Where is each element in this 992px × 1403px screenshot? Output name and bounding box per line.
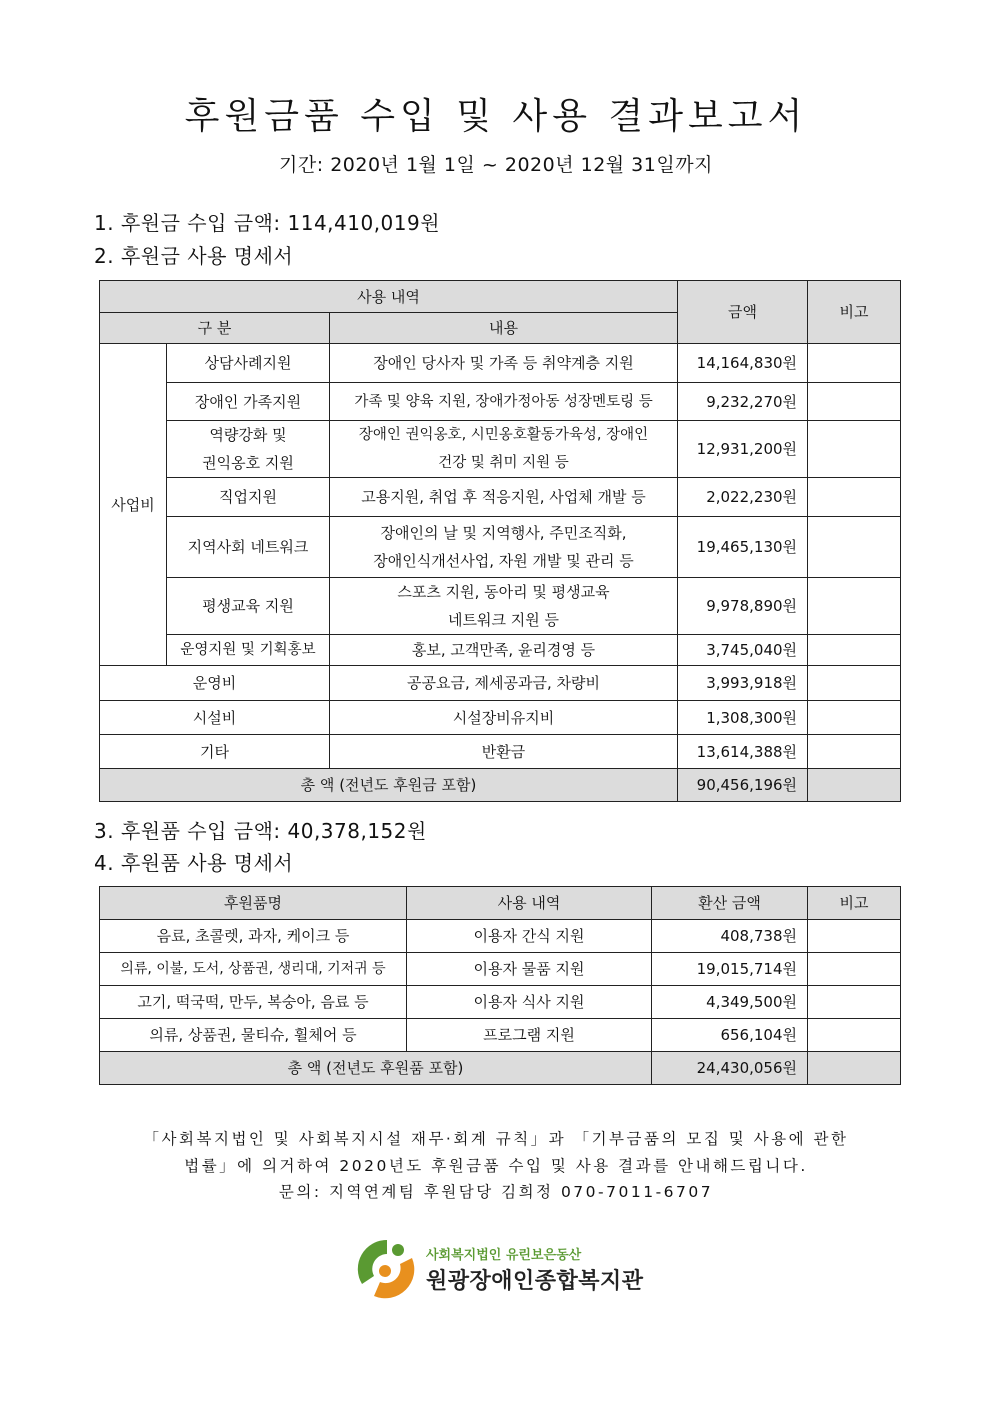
amount-cell: 656,104원 [652,1019,808,1052]
content-cell: 가족 및 양육 지원, 장애가정아동 성장멘토링 등 [330,383,678,421]
table-row [100,666,901,701]
table-row [100,735,901,769]
table-row [100,635,901,666]
category-cell: 기타 [100,735,330,769]
footer-line-2: 법률」에 의거하여 2020년도 후원금품 수입 및 사용 결과를 안내해드립니다. [184,1157,808,1175]
section-3-heading: 3. 후원품 수입 금액: 40,378,152원 [94,819,427,843]
header-usage: 사용 내역 [100,281,678,313]
category-cell: 시설비 [100,701,330,735]
category-cell: 운영지원 및 기획홍보 [167,635,330,666]
content-cell: 홍보, 고객만족, 윤리경영 등 [330,635,678,666]
amount-cell: 4,349,500원 [652,986,808,1019]
note-cell [808,701,901,735]
note-cell [808,344,901,383]
header-note: 비고 [808,887,901,920]
content-cell [330,578,678,635]
section-1-heading: 1. 후원금 수입 금액: 114,410,019원 [94,211,441,235]
goods-name-cell: 의류, 이불, 도서, 상품권, 생리대, 기저귀 등 [100,953,407,986]
page-title: 후원금품 수입 및 사용 결과보고서 [184,96,808,137]
header-amount: 금액 [678,281,808,344]
table-row [100,920,901,953]
logo-green-dot [392,1244,404,1256]
total-label: 총 액 (전년도 후원금 포함) [100,769,678,802]
content-line: 스포츠 지원, 동아리 및 평생교육 [397,583,610,601]
header-converted-amount: 환산 금액 [652,887,808,920]
content-line: 건강 및 취미 지원 등 [438,455,569,471]
note-cell [808,953,901,986]
category-line: 역량강화 및 [209,426,287,444]
category-cell: 직업지원 [167,478,330,517]
header-content: 내용 [330,313,678,344]
footer-contact: 문의: 지역연계팀 후원담당 김희정 070-7011-6707 [278,1183,714,1201]
content-line: 장애인 권익옹호, 시민옹호활동가육성, 장애인 [358,427,649,443]
header-category: 구 분 [100,313,330,344]
category-cell: 평생교육 지원 [167,578,330,635]
content-cell [330,517,678,578]
amount-cell: 12,931,200원 [678,421,808,478]
header-goods-name: 후원품명 [100,887,407,920]
usage-cell: 프로그램 지원 [407,1019,652,1052]
category-cell: 운영비 [100,666,330,701]
section-2-heading: 2. 후원금 사용 명세서 [94,244,294,268]
amount-cell: 14,164,830원 [678,344,808,383]
content-line: 네트워크 지원 등 [448,611,559,629]
content-cell: 시설장비유지비 [330,701,678,735]
note-cell [808,920,901,953]
header-usage: 사용 내역 [407,887,652,920]
total-note [808,769,901,802]
note-cell [808,578,901,635]
total-note [808,1052,901,1085]
table-row [100,701,901,735]
group-label: 사업비 [100,344,167,666]
table-row [100,478,901,517]
note-cell [808,478,901,517]
total-row [100,1052,901,1085]
goods-usage-table [99,886,901,1085]
total-amount: 90,456,196원 [678,769,808,802]
note-cell [808,421,901,478]
table-row [100,953,901,986]
category-cell: 상담사례지원 [167,344,330,383]
content-cell: 장애인 당사자 및 가족 등 취약계층 지원 [330,344,678,383]
header-note: 비고 [808,281,901,344]
amount-cell: 9,978,890원 [678,578,808,635]
note-cell [808,735,901,769]
usage-cell: 이용자 식사 지원 [407,986,652,1019]
amount-cell: 13,614,388원 [678,735,808,769]
note-cell [808,666,901,701]
logo-emblem-icon [354,1236,420,1302]
total-row [100,769,901,802]
table-row [100,517,901,578]
content-cell: 고용지원, 취업 후 적응지원, 사업체 개발 등 [330,478,678,517]
table-row [100,344,901,383]
table-row [100,1019,901,1052]
total-label: 총 액 (전년도 후원품 포함) [100,1052,652,1085]
usage-cell: 이용자 간식 지원 [407,920,652,953]
category-cell: 지역사회 네트워크 [167,517,330,578]
goods-name-cell: 의류, 상품권, 물티슈, 휠체어 등 [100,1019,407,1052]
organization-logo [354,1234,654,1306]
logo-orange-dot [379,1265,391,1277]
amount-cell: 3,993,918원 [678,666,808,701]
amount-cell: 19,465,130원 [678,517,808,578]
logo-subtitle: 사회복지법인 유린보은동산 [426,1248,582,1263]
table-row [100,383,901,421]
note-cell [808,383,901,421]
table-row [100,986,901,1019]
footer-line-1: 「사회복지법인 및 사회복지시설 재무·회계 규칙」과 「기부금품의 모집 및 사용에 관한 [143,1130,849,1148]
category-cell: 장애인 가족지원 [167,383,330,421]
section-4-heading: 4. 후원품 사용 명세서 [94,851,294,875]
note-cell [808,1019,901,1052]
logo-name: 원광장애인종합복지관 [426,1269,644,1294]
goods-name-cell: 음료, 초콜렛, 과자, 케이크 등 [100,920,407,953]
content-cell: 공공요금, 제세공과금, 차량비 [330,666,678,701]
note-cell [808,517,901,578]
amount-cell: 408,738원 [652,920,808,953]
report-period: 기간: 2020년 1월 1일 ~ 2020년 12월 31일까지 [279,154,713,176]
note-cell [808,635,901,666]
note-cell [808,986,901,1019]
content-cell: 반환금 [330,735,678,769]
amount-cell: 1,308,300원 [678,701,808,735]
usage-cell: 이용자 물품 지원 [407,953,652,986]
category-line: 권익옹호 지원 [202,454,294,472]
amount-cell: 3,745,040원 [678,635,808,666]
table-row [100,578,901,635]
content-cell [330,421,678,478]
category-cell [167,421,330,478]
amount-cell: 2,022,230원 [678,478,808,517]
goods-name-cell: 고기, 떡국떡, 만두, 복숭아, 음료 등 [100,986,407,1019]
amount-cell: 9,232,270원 [678,383,808,421]
donation-usage-table [99,280,901,802]
amount-cell: 19,015,714원 [652,953,808,986]
total-amount: 24,430,056원 [652,1052,808,1085]
content-line: 장애인의 날 및 지역행사, 주민조직화, [380,524,627,542]
table-row [100,421,901,478]
content-line: 장애인식개선사업, 자원 개발 및 관리 등 [373,552,634,570]
